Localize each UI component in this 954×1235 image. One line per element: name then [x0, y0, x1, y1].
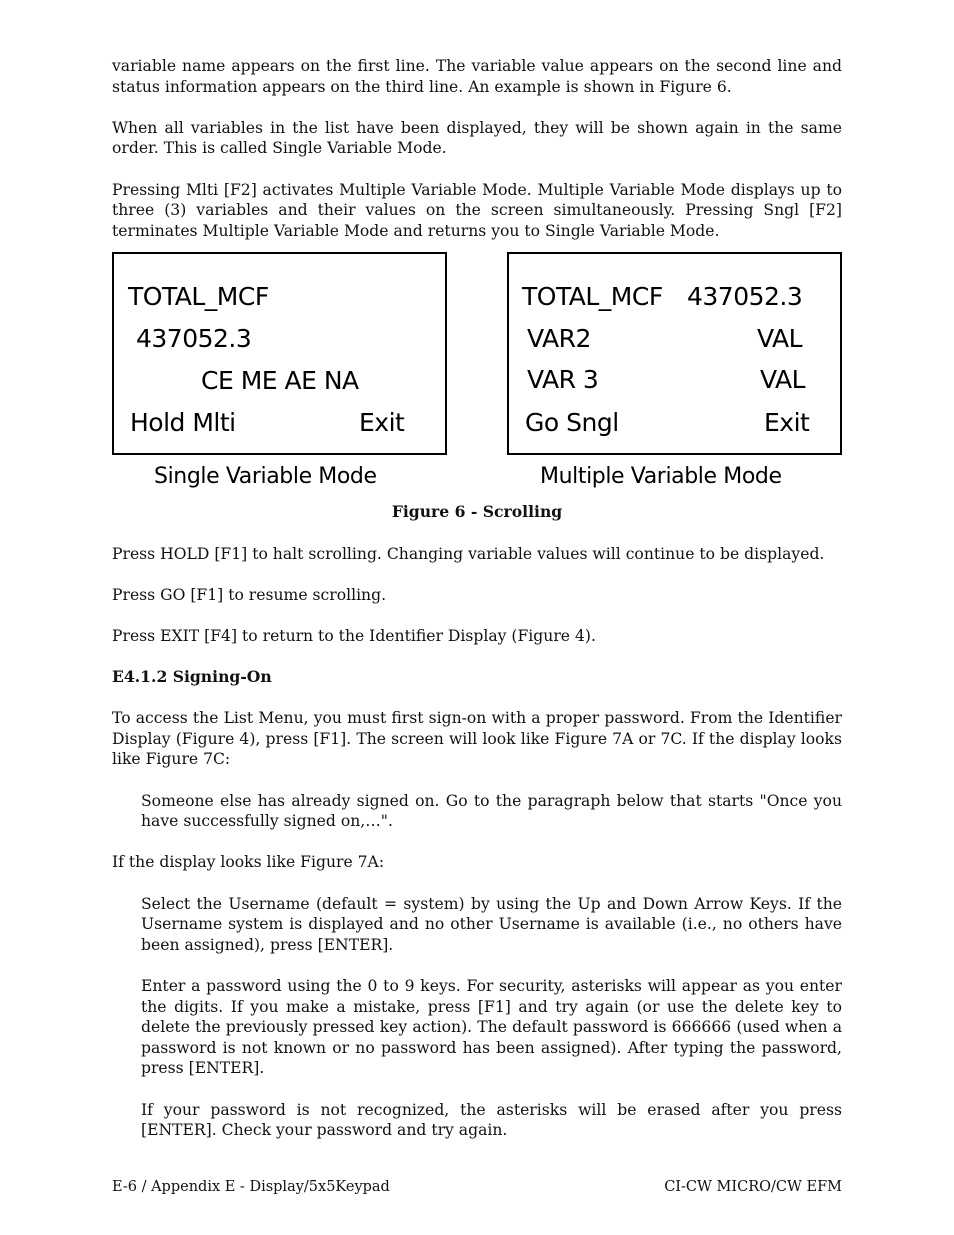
page-footer [112, 1179, 842, 1195]
lcd-softkey-exit: Exit [764, 408, 810, 438]
paragraph: Press GO [F1] to resume scrolling. [112, 585, 387, 604]
paragraph: When all variables in the list have been displayed, they will be shown again in the same order. This is called Single Variable Mode. [112, 118, 842, 158]
paragraph: If the display looks like Figure 7A: [112, 853, 385, 872]
section-heading: E4.1.2 Signing-On [112, 667, 272, 687]
lcd-status-line: CE ME AE NA [201, 366, 359, 396]
lcd-variable-value-1: 437052.3 [687, 282, 803, 312]
lcd-softkey-left: Hold Mlti [130, 408, 236, 438]
lcd-variable-value-2: VAL [757, 324, 803, 354]
paragraph: variable name appears on the first line. The variable value appears on the second line and status information appears on the third line. An example is shown in Figure 6. [112, 57, 842, 96]
lcd-variable-name-1: TOTAL_MCF [522, 282, 663, 312]
footer-right: CI-CW MICRO/CW EFM [664, 1179, 842, 1195]
figure-caption: Figure 6 - Scrolling [391, 502, 563, 522]
paragraph: Press EXIT [F4] to return to the Identifier Display (Figure 4). [112, 626, 596, 645]
lcd-multiple-variable [507, 252, 842, 455]
paragraph: Pressing Mlti [F2] activates Multiple Variable Mode. Multiple Variable Mode displays up to three (3) variables and their values on the screen simultaneously. Pressing Sngl [F2] terminates Multiple Variable Mode and returns you to Single Variable Mode. [112, 180, 842, 240]
lcd-variable-value-3: VAL [760, 365, 806, 395]
page-content [112, 56, 842, 1141]
lcd-softkey-exit: Exit [359, 408, 405, 438]
paragraph: To access the List Menu, you must first sign-on with a proper password. From the Identifier Display (Figure 4), press [F1]. The screen will look like Figure 7A or 7C. If the display looks like Figure 7C: [112, 709, 842, 769]
footer-left: E-6 / Appendix E - Display/5x5Keypad [112, 1179, 390, 1195]
lcd-single-variable [112, 252, 447, 455]
indented-paragraph: Someone else has already signed on. Go to the paragraph below that starts "Once you have successfully signed on,…". [141, 791, 842, 831]
lcd-softkey-left: Go Sngl [525, 408, 619, 438]
indented-paragraph: Select the Username (default = system) by using the Up and Down Arrow Keys. If the Username system is displayed and no other Username is available (i.e., no others have been assigned), press [ENTER]. [141, 894, 842, 954]
indented-paragraph: Enter a password using the 0 to 9 keys. For security, asterisks will appear as you enter the digits. If you make a mistake, press [F1] and try again (or use the delete key to delete the previously pressed key action). The default password is 666666 (used when a password is not known or no password has been assigned). After typing the password, press [ENTER]. [141, 977, 842, 1078]
single-mode-caption: Single Variable Mode [154, 464, 377, 490]
indented-paragraph: If your password is not recognized, the asterisks will be erased after you press [ENTER]. Check your password and try again. [141, 1100, 842, 1140]
lcd-variable-name: TOTAL_MCF [128, 282, 269, 312]
multiple-mode-caption: Multiple Variable Mode [540, 464, 782, 490]
figure-6 [112, 252, 842, 502]
lcd-variable-name-2: VAR2 [527, 324, 591, 354]
lcd-variable-value: 437052.3 [136, 324, 252, 354]
lcd-variable-name-3: VAR 3 [527, 365, 599, 395]
paragraph: Press HOLD [F1] to halt scrolling. Changing variable values will continue to be displayed. [112, 544, 825, 563]
